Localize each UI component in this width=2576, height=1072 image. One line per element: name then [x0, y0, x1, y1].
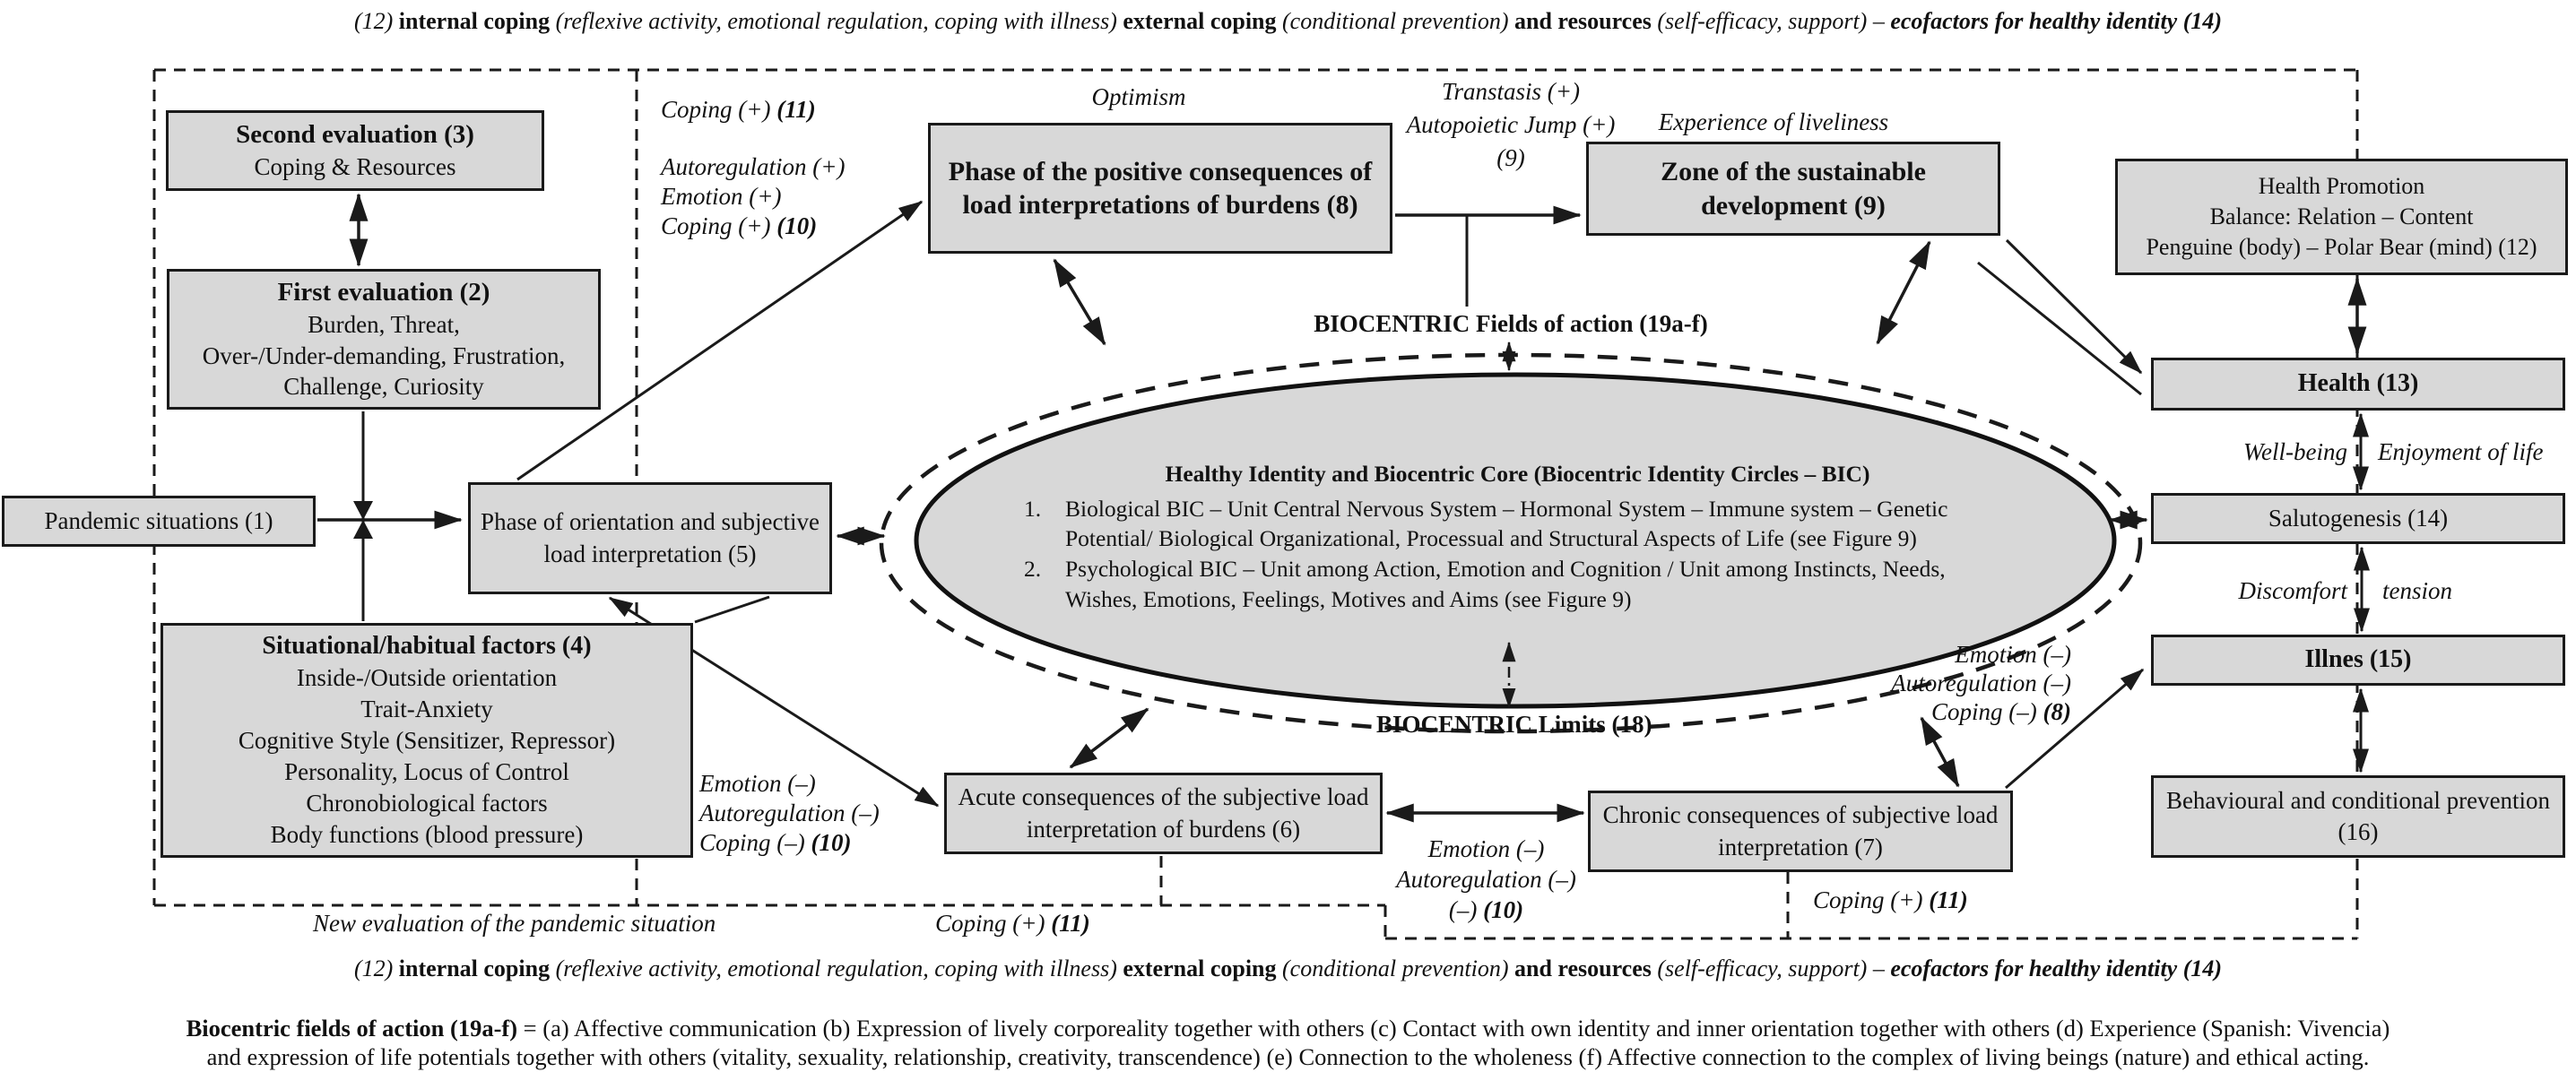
label-coping11-top	[661, 95, 816, 125]
label-text: Coping (+)	[661, 212, 777, 239]
box-salutogenesis	[2151, 493, 2565, 544]
biocentric-core-text	[1013, 459, 2022, 614]
box-line: Behavioural and conditional prevention (16)	[2165, 786, 2551, 845]
label-line	[699, 828, 880, 858]
label-coping11-chronic	[1813, 886, 1968, 915]
label-line: Emotion (+)	[661, 183, 782, 210]
box-line: Over-/Under-demanding, Frustration,	[202, 341, 566, 369]
box-line: Body functions (blood pressure)	[270, 821, 584, 849]
banner-bold: and resources	[1514, 955, 1658, 981]
box-line: Challenge, Curiosity	[283, 373, 484, 401]
banner-bold: internal coping	[398, 8, 556, 34]
box-line: Penguine (body) – Polar Bear (mind) (12)	[2146, 233, 2537, 260]
box-first-evaluation	[167, 269, 601, 410]
box-illnes	[2151, 635, 2565, 686]
banner-italic: (self-efficacy, support)	[1657, 955, 1873, 981]
line-situational-phase5	[695, 597, 769, 622]
note-text: = (a) Affective communication (b) Expression of lively corporeality together with others (c) Contact with own identity and inner orientation together with others (d) Experience (Spanish: Vivencia)	[517, 1015, 2390, 1042]
label-line	[661, 212, 845, 241]
label-text: (–)	[1448, 896, 1484, 923]
box-line: Phase of the positive consequences of load interpretations of burdens (8)	[948, 156, 1373, 220]
label-text: Coping (+)	[1813, 886, 1930, 913]
box-health	[2151, 358, 2565, 411]
label-number: (10)	[811, 829, 852, 856]
box-line: Phase of orientation and subjective load interpretation (5)	[481, 508, 820, 567]
ellipse-item	[1013, 554, 2022, 614]
banner-bold-italic: ecofactors for healthy identity (14)	[1890, 955, 2223, 981]
label-coping11-bottom	[935, 909, 1090, 938]
box-line: Health Promotion	[2258, 173, 2425, 200]
box-line: Chronobiological factors	[306, 790, 548, 817]
biocentric-fields-label: BIOCENTRIC Fields of action (19a-f)	[1314, 310, 1708, 337]
box-acute-consequences	[944, 773, 1383, 854]
label-discomfort: Discomfort	[2238, 577, 2347, 604]
arrow-phase8-ellipse	[1054, 260, 1105, 344]
banner-num: (12)	[353, 8, 399, 34]
banner-italic: (self-efficacy, support)	[1657, 8, 1873, 34]
box-health-promotion	[2115, 159, 2568, 275]
box-pandemic-situations	[2, 496, 316, 547]
box-line: Trait-Anxiety	[360, 696, 493, 722]
label-line	[1887, 697, 2071, 726]
banner-dash: –	[1872, 955, 1891, 981]
item-text: Psychological BIC – Unit among Action, Emotion and Cognition / Unit among Instincts, Needs, Wishes, Emotions, Feelings, Motives and Aims (see Figure 9)	[1065, 555, 1946, 612]
top-banner	[0, 8, 2576, 35]
label-tension: tension	[2382, 577, 2452, 604]
note-line-1	[0, 1015, 2576, 1042]
label-text: Coping (+)	[661, 96, 777, 123]
label-number: (10)	[776, 212, 818, 239]
banner-bold: external coping	[1123, 955, 1283, 981]
label-line: Autoregulation (+)	[661, 153, 846, 180]
label-optimism: Optimism	[1091, 83, 1186, 110]
label-text: Coping (–)	[699, 829, 811, 856]
box-zone-sustainable-development	[1586, 142, 2000, 236]
banner-bold: and resources	[1514, 8, 1658, 34]
box-second-evaluation	[166, 110, 544, 191]
box-behavioural-prevention	[2151, 775, 2565, 858]
label-line: Autoregulation (–)	[1396, 866, 1576, 893]
box-line: Pandemic situations (1)	[44, 506, 273, 534]
label-text: Coping (+)	[935, 910, 1052, 937]
box-phase-orientation	[468, 482, 832, 594]
label-line: Autoregulation (–)	[699, 800, 880, 826]
box-line: Burden, Threat,	[308, 311, 460, 339]
label-line: (9)	[1496, 144, 1525, 171]
banner-num: (12)	[353, 955, 399, 981]
ellipse-item	[1013, 494, 2022, 554]
arrow-zone9-ellipse	[1878, 242, 1930, 343]
bottom-banner	[0, 955, 2576, 982]
label-number: (11)	[1929, 886, 1968, 913]
box-line: Balance: Relation – Content	[2209, 203, 2474, 230]
label-autoregulation-plus	[661, 152, 845, 241]
arrow-ellipse-acute	[1071, 709, 1148, 767]
box-title: Second evaluation (3)	[236, 119, 474, 149]
label-number: (11)	[776, 96, 816, 123]
label-line: Emotion (–)	[1427, 835, 1545, 862]
box-title: First evaluation (2)	[277, 278, 490, 307]
label-number: (11)	[1051, 910, 1090, 937]
box-line: Coping & Resources	[254, 153, 456, 181]
label-experience-liveliness: Experience of liveliness	[1658, 108, 1889, 135]
label-emotion-neg-10-mid	[1381, 834, 1592, 925]
banner-dash: –	[1872, 8, 1891, 34]
box-chronic-consequences	[1588, 791, 2013, 872]
banner-bold-italic: ecofactors for healthy identity (14)	[1890, 8, 2223, 34]
box-line: Salutogenesis (14)	[2268, 504, 2449, 532]
note-lead: Biocentric fields of action (19a-f)	[186, 1015, 518, 1042]
box-line: Cognitive Style (Sensitizer, Repressor)	[238, 727, 616, 755]
label-emotion-neg-8	[1887, 640, 2071, 726]
label-line: Autoregulation (–)	[1891, 670, 2071, 696]
box-situational-factors	[160, 623, 693, 858]
item-number: 2.	[1024, 555, 1042, 582]
banner-italic: (reflexive activity, emotional regulation, coping with illness)	[555, 955, 1123, 981]
banner-bold: external coping	[1123, 8, 1283, 34]
note-line-2: and expression of life potentials together with others (vitality, sexuality, relationship, creativity, transcendence) (e) Connection to the wholeness (f) Affective connection to the complex of living beings (nature) and ethical acting.	[206, 1043, 2370, 1070]
label-wellbeing: Well-being	[2243, 438, 2347, 465]
label-line: Emotion (–)	[699, 770, 816, 797]
label-enjoyment: Enjoyment of life	[2378, 438, 2544, 465]
label-transtasis	[1376, 75, 1645, 175]
banner-bold: internal coping	[398, 955, 556, 981]
box-line: Inside-/Outside orientation	[296, 663, 558, 691]
label-line	[1381, 895, 1592, 925]
label-line: Autopoietic Jump (+)	[1406, 111, 1616, 138]
box-line: Personality, Locus of Control	[284, 758, 569, 786]
banner-italic: (reflexive activity, emotional regulation, coping with illness)	[555, 8, 1123, 34]
item-text: Biological BIC – Unit Central Nervous System – Hormonal System – Immune system – Genetic Potential/ Biological Organizational, Processual and Structural Aspects of Life (see Figure 9)	[1065, 495, 1948, 552]
box-line: Zone of the sustainable development (9)	[1661, 157, 1926, 220]
item-number: 1.	[1024, 495, 1042, 522]
box-title: Situational/habitual factors (4)	[262, 631, 592, 660]
arrow-zone9-health-b	[1978, 263, 2141, 394]
biocentric-limits-label: BIOCENTRIC Limits (18)	[1376, 711, 1652, 738]
label-line: Emotion (–)	[1955, 641, 2071, 668]
label-number: (8)	[2043, 698, 2071, 725]
box-line: Chronic consequences of subjective load interpretation (7)	[1602, 801, 1999, 860]
box-line: Illnes (15)	[2304, 645, 2412, 674]
banner-italic: (conditional prevention)	[1282, 8, 1514, 34]
label-emotion-neg-10-left	[699, 769, 880, 858]
box-line: Health (13)	[2297, 369, 2419, 398]
box-phase-positive-consequences	[928, 123, 1392, 254]
box-line: Acute consequences of the subjective load interpretation of burdens (6)	[958, 783, 1369, 843]
label-new-evaluation: New evaluation of the pandemic situation	[313, 910, 716, 937]
label-text: Coping (–)	[1931, 698, 2043, 725]
banner-italic: (conditional prevention)	[1282, 955, 1514, 981]
arrow-ellipse-chronic	[1921, 718, 1958, 786]
label-line: Transtasis (+)	[1441, 78, 1580, 105]
label-number: (10)	[1483, 896, 1524, 923]
ellipse-title: Healthy Identity and Biocentric Core (Biocentric Identity Circles – BIC)	[1165, 461, 1870, 487]
